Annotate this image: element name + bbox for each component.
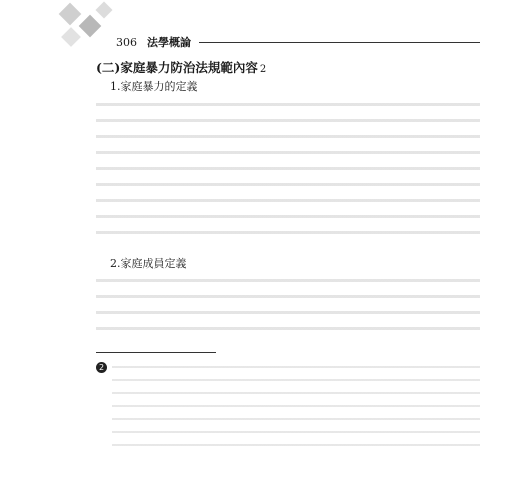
subsection-heading-1: 1.家庭暴力的定義 [110, 80, 198, 93]
section-note-marker: 2 [259, 64, 267, 75]
subsection-heading-2: 2.家庭成員定義 [110, 257, 187, 270]
body-text-placeholder [96, 97, 480, 247]
body-text-placeholder [96, 273, 480, 333]
body-text-block-2 [96, 272, 480, 333]
section-title [96, 58, 266, 76]
section-title-text: (二)家庭暴力防治法規範內容 [96, 60, 258, 75]
footnote [96, 362, 480, 452]
decorative-diamonds [0, 0, 120, 60]
footnote-marker: 2 [96, 362, 107, 373]
footnote-text-placeholder [112, 362, 480, 452]
header-rule [199, 42, 480, 43]
page-header [116, 34, 480, 50]
page-number: 306 [116, 35, 137, 49]
body-text-block-1 [96, 96, 480, 247]
footnote-rule [96, 352, 216, 353]
running-title: 法學概論 [147, 36, 191, 49]
